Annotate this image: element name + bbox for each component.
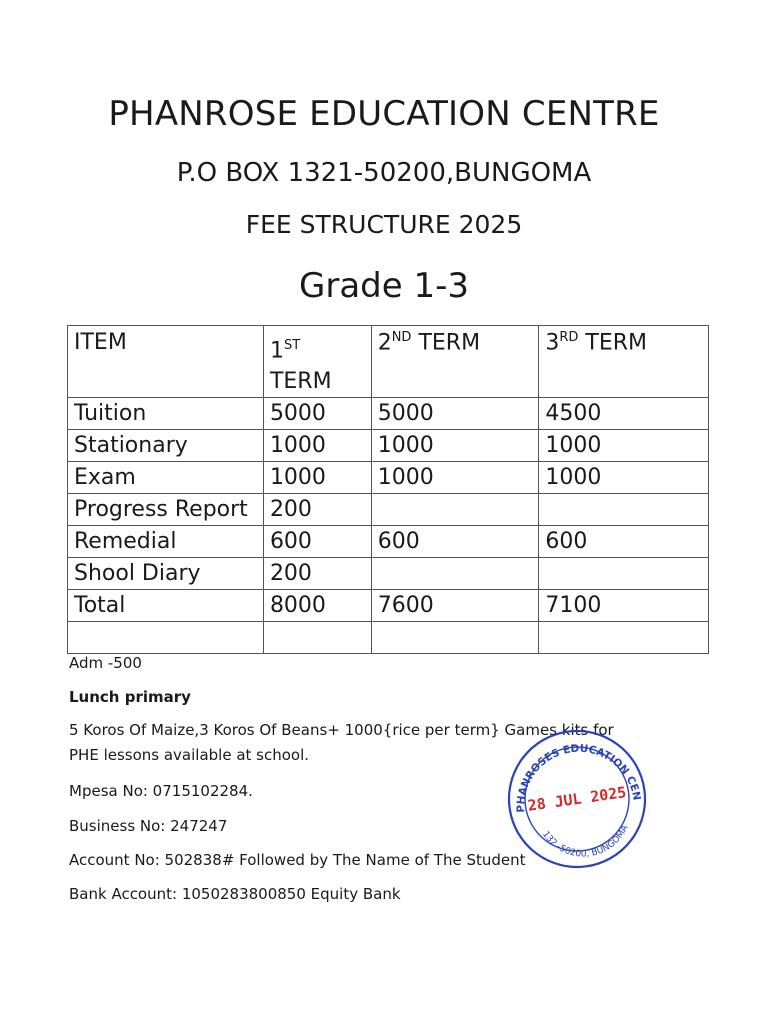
cell-empty [68,622,264,654]
lunch-heading: Lunch primary [69,688,191,706]
cell-term-3: 4500 [539,398,709,430]
table-row [68,494,709,526]
cell-term-2: 600 [371,526,539,558]
table-row-empty [68,622,709,654]
header-term-3: 3RD TERM [539,326,709,398]
cell-item: Exam [68,462,264,494]
cell-empty [371,622,539,654]
cell-item: Stationary [68,430,264,462]
cell-term-1: 200 [263,558,371,590]
cell-term-1: 8000 [263,590,371,622]
school-stamp [505,727,650,872]
cell-term-2 [371,558,539,590]
lunch-details-line-1: 5 Koros Of Maize,3 Koros Of Beans+ 1000{rice per term} Games kits for [69,721,614,739]
table-row [68,558,709,590]
cell-term-2 [371,494,539,526]
cell-term-3: 7100 [539,590,709,622]
cell-term-3: 1000 [539,430,709,462]
table-header-row [68,326,709,398]
cell-term-2: 1000 [371,430,539,462]
school-name: PHANROSE EDUCATION CENTRE [108,94,660,134]
fee-structure-heading: FEE STRUCTURE 2025 [245,210,523,239]
fee-table [67,325,709,654]
mpesa-number: Mpesa No: 0715102284. [69,782,253,800]
table-row [68,526,709,558]
cell-term-1: 1000 [263,430,371,462]
cell-item: Shool Diary [68,558,264,590]
grade-heading: Grade 1-3 [299,266,469,306]
cell-item: Total [68,590,264,622]
cell-term-1: 600 [263,526,371,558]
cell-term-1: 200 [263,494,371,526]
header-term-1: 1ST TERM [263,326,371,398]
header-term-2: 2ND TERM [371,326,539,398]
account-number: Account No: 502838# Followed by The Name of The Student [69,851,526,869]
cell-item: Remedial [68,526,264,558]
cell-term-3: 600 [539,526,709,558]
cell-term-2: 5000 [371,398,539,430]
cell-term-2: 1000 [371,462,539,494]
table-row [68,462,709,494]
table-row-total [68,590,709,622]
cell-term-1: 5000 [263,398,371,430]
cell-term-2: 7600 [371,590,539,622]
bank-account: Bank Account: 1050283800850 Equity Bank [69,885,401,903]
header-item: ITEM [68,326,264,398]
stamp-arc-text: PHANROSES EDUCATION CENTRE [515,742,643,813]
stamp-bottom-text: 132 -50200, BUNGOMA [539,823,631,860]
cell-term-3 [539,558,709,590]
cell-empty [539,622,709,654]
cell-term-3 [539,494,709,526]
admission-fee-note: Adm -500 [69,654,142,672]
school-address: P.O BOX 1321-50200,BUNGOMA [176,158,592,188]
cell-item: Progress Report [68,494,264,526]
table-row [68,430,709,462]
business-number: Business No: 247247 [69,817,228,835]
table-row [68,398,709,430]
stamp-date: 28 JUL 2025 [526,783,628,815]
cell-term-3: 1000 [539,462,709,494]
cell-term-1: 1000 [263,462,371,494]
cell-item: Tuition [68,398,264,430]
lunch-details-line-2: PHE lessons available at school. [69,746,310,764]
cell-empty [263,622,371,654]
